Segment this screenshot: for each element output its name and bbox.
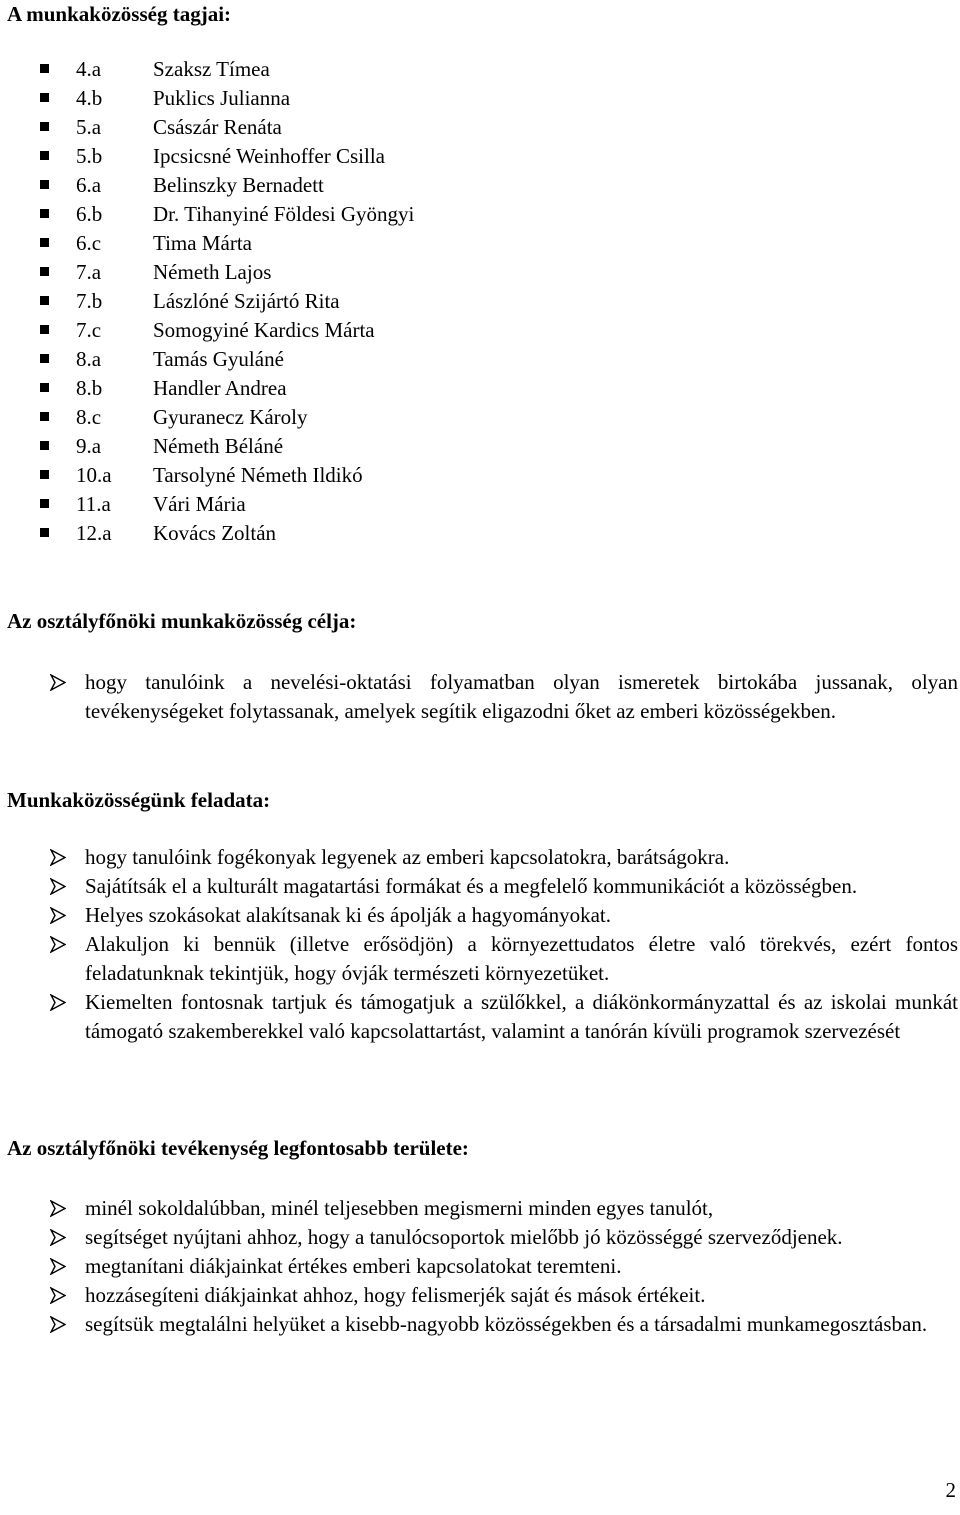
square-bullet-icon — [40, 296, 49, 305]
member-class: 8.a — [76, 347, 102, 371]
goal-list — [50, 668, 958, 726]
arrow-bullet-icon — [50, 1287, 66, 1304]
member-name: Lászlóné Szijártó Rita — [153, 289, 340, 313]
member-class: 6.c — [76, 231, 102, 255]
square-bullet-icon — [40, 151, 49, 160]
list-item — [50, 872, 958, 901]
area-text: minél sokoldalúbban, minél teljesebben megismerni minden egyes tanulót, — [85, 1196, 714, 1220]
square-bullet-icon — [40, 64, 49, 73]
member-name: Gyuranecz Károly — [153, 405, 308, 429]
member-name: Vári Mária — [153, 492, 246, 516]
member-class: 12.a — [76, 521, 112, 545]
area-text: megtanítani diákjainkat értékes emberi kapcsolatokat teremteni. — [85, 1254, 622, 1278]
task-heading: Munkaközösségünk feladata: — [7, 788, 271, 812]
task-text: Kiemelten fontosnak tartjuk és támogatjuk a szülőkkel, a diákönkormányzattal és az iskolai munkát támogató szakemberekkel való kapcsolattartást, valamint a tanórán kívüli programok szervezését — [85, 990, 958, 1043]
member-class: 5.a — [76, 115, 102, 139]
member-class: 8.c — [76, 405, 102, 429]
member-class: 10.a — [76, 463, 112, 487]
member-name: Dr. Tihanyiné Földesi Gyöngyi — [153, 202, 415, 226]
square-bullet-icon — [40, 122, 49, 131]
square-bullet-icon — [40, 238, 49, 247]
list-item — [50, 1310, 958, 1339]
arrow-bullet-icon — [50, 674, 66, 691]
area-heading: Az osztályfőnöki tevékenység legfontosabb területe: — [7, 1136, 469, 1160]
member-class: 6.a — [76, 173, 102, 197]
square-bullet-icon — [40, 441, 49, 450]
member-class: 4.b — [76, 86, 103, 110]
square-bullet-icon — [40, 180, 49, 189]
member-class: 11.a — [76, 492, 111, 516]
arrow-bullet-icon — [50, 1229, 66, 1246]
member-class: 6.b — [76, 202, 103, 226]
square-bullet-icon — [40, 267, 49, 276]
square-bullet-icon — [40, 499, 49, 508]
task-text: Alakuljon ki bennük (illetve erősödjön) a környezettudatos életre való törekvés, ezért fontos feladatunknak tekintjük, hogy óvják természeti környezetüket. — [85, 932, 958, 985]
member-name: Tarsolyné Németh Ildikó — [153, 463, 363, 487]
member-name: Németh Lajos — [153, 260, 272, 284]
member-name: Tima Márta — [153, 231, 252, 255]
list-item — [50, 843, 958, 872]
member-name: Császár Renáta — [153, 115, 282, 139]
member-class: 9.a — [76, 434, 102, 458]
member-class: 8.b — [76, 376, 103, 400]
arrow-bullet-icon — [50, 1316, 66, 1333]
arrow-bullet-icon — [50, 849, 66, 866]
area-text: segítsük megtalálni helyüket a kisebb-nagyobb közösségekben és a társadalmi munkamegosztásban. — [85, 1312, 928, 1336]
area-text: segítséget nyújtani ahhoz, hogy a tanulócsoportok mielőbb jó közösséggé szerveződjenek. — [85, 1225, 843, 1249]
square-bullet-icon — [40, 528, 49, 537]
member-class: 4.a — [76, 57, 102, 81]
list-item — [50, 988, 958, 1046]
arrow-bullet-icon — [50, 907, 66, 924]
member-class: 7.a — [76, 260, 102, 284]
member-class: 7.c — [76, 318, 102, 342]
list-item — [50, 1194, 958, 1223]
area-list — [50, 1194, 958, 1339]
square-bullet-icon — [40, 93, 49, 102]
task-text: Helyes szokásokat alakítsanak ki és ápolják a hagyományokat. — [85, 903, 612, 927]
arrow-bullet-icon — [50, 1200, 66, 1217]
goal-text: hogy tanulóink a nevelési-oktatási folyamatban olyan ismeretek birtokába jussanak, olyan tevékenységeket folytassanak, amelyek segítik eligazodni őket az emberi közösségekben. — [85, 670, 958, 723]
member-class: 5.b — [76, 144, 103, 168]
arrow-bullet-icon — [50, 994, 66, 1011]
square-bullet-icon — [40, 325, 49, 334]
area-text: hozzásegíteni diákjainkat ahhoz, hogy felismerjék saját és mások értékeit. — [85, 1283, 706, 1307]
page-number: 2 — [945, 1478, 956, 1502]
task-text: Sajátítsák el a kulturált magatartási formákat és a megfelelő kommunikációt a közösségben. — [85, 874, 858, 898]
member-class: 7.b — [76, 289, 103, 313]
list-item — [50, 901, 958, 930]
square-bullet-icon — [40, 354, 49, 363]
list-item — [50, 668, 958, 726]
member-name: Handler Andrea — [153, 376, 287, 400]
task-text: hogy tanulóink fogékonyak legyenek az emberi kapcsolatokra, barátságokra. — [85, 845, 730, 869]
member-name: Ipcsicsné Weinhoffer Csilla — [153, 144, 385, 168]
arrow-bullet-icon — [50, 1258, 66, 1275]
member-name: Németh Béláné — [153, 434, 284, 458]
list-item — [50, 1223, 958, 1252]
list-item — [50, 930, 958, 988]
square-bullet-icon — [40, 470, 49, 479]
member-name: Tamás Gyuláné — [153, 347, 284, 371]
square-bullet-icon — [40, 412, 49, 421]
goal-heading: Az osztályfőnöki munkaközösség célja: — [7, 609, 357, 633]
member-name: Somogyiné Kardics Márta — [153, 318, 375, 342]
member-name: Szaksz Tímea — [153, 57, 270, 81]
members-heading: A munkaközösség tagjai: — [7, 2, 232, 26]
square-bullet-icon — [40, 383, 49, 392]
task-list — [50, 843, 958, 1046]
member-name: Belinszky Bernadett — [153, 173, 324, 197]
list-item — [50, 1252, 958, 1281]
member-name: Kovács Zoltán — [153, 521, 277, 545]
member-name: Puklics Julianna — [153, 86, 291, 110]
list-item — [50, 1281, 958, 1310]
arrow-bullet-icon — [50, 878, 66, 895]
square-bullet-icon — [40, 209, 49, 218]
arrow-bullet-icon — [50, 936, 66, 953]
